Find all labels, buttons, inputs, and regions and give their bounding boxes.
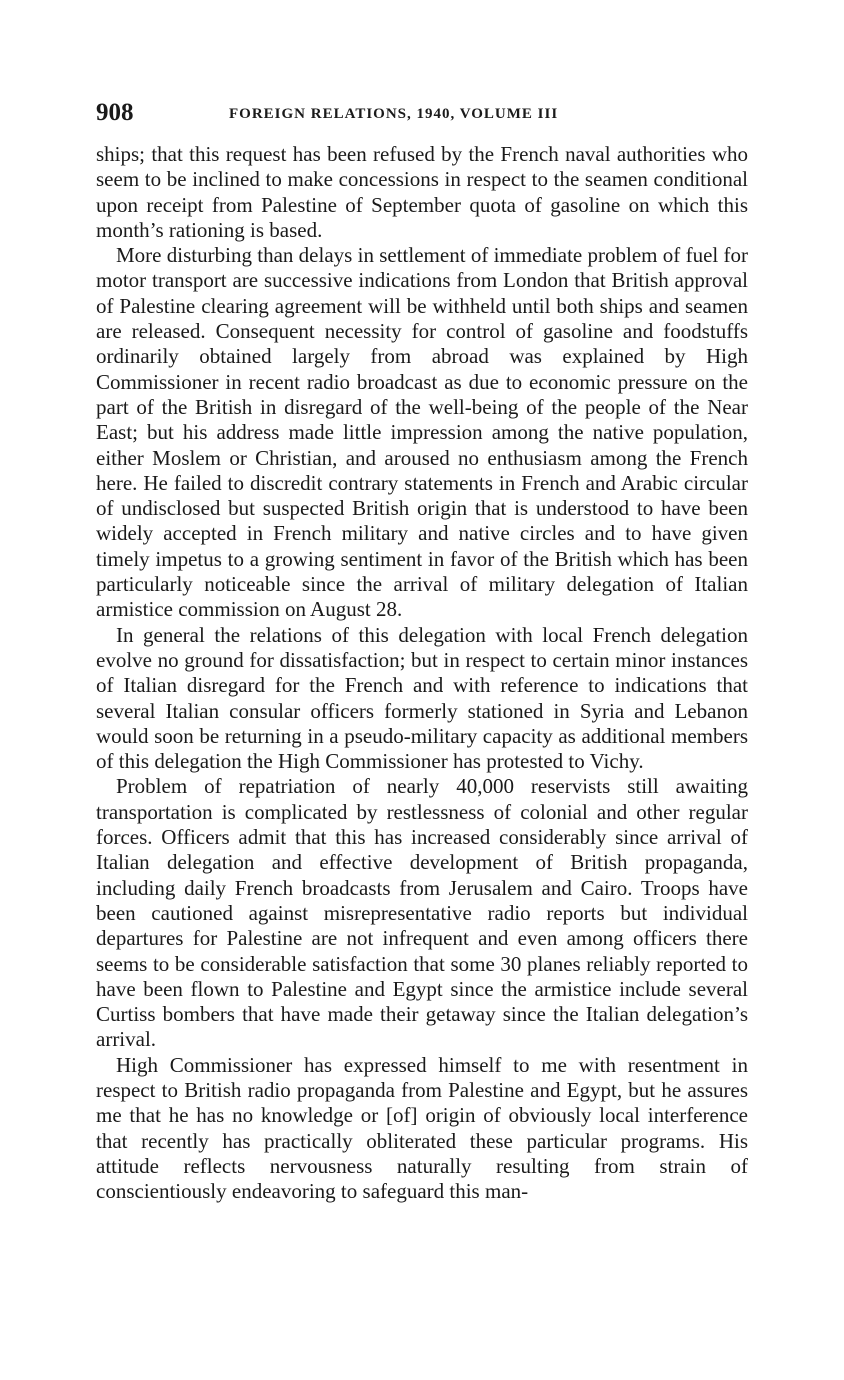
page-number: 908 <box>96 99 134 126</box>
paragraph: Problem of repatriation of nearly 40,000 reservists still awaiting transportation is complicated by restlessness of colonial and other regular forces. Officers admit that this has increased considerably since arrival of Italian delegation and effective development of British propaganda, including daily French broadcasts from Jerusalem and Cairo. Troops have been cautioned against misrepresentative radio reports but individual departures for Palestine are not infrequent and even among officers there seems to be considerable satisfaction that some 30 planes reliably reported to have been flown to Palestine and Egypt since the armistice include several Curtiss bombers that have made their getaway since the Italian delegation’s arrival. <box>96 774 748 1052</box>
paragraph: High Commissioner has expressed himself to me with resentment in respect to British radio propaganda from Palestine and Egypt, but he assures me that he has no knowledge or [of] origin of obviously local interference that recently has practically obliterated these particular programs. His attitude reflects nervousness naturally resulting from strain of conscientiously endeavoring to safeguard this man- <box>96 1052 748 1204</box>
paragraph: In general the relations of this delegation with local French delegation evolve no ground for dissatisfaction; but in respect to certain minor instances of Italian disregard for the French and with reference to indications that several Italian consular officers formerly stationed in Syria and Lebanon would soon be returning in a pseudo-military capacity as additional members of this delegation the High Commissioner has protested to Vichy. <box>96 622 748 774</box>
paragraph-continuation: ships; that this request has been refused by the French naval authorities who seem to be inclined to make concessions in respect to the seamen conditional upon receipt from Palestine of September quota of gasoline on which this month’s rationing is based. <box>96 142 748 242</box>
body-text <box>96 142 748 1204</box>
paragraph: More disturbing than delays in settlement of immediate problem of fuel for motor transport are successive indications from London that British approval of Palestine clearing agreement will be withheld until both ships and seamen are released. Consequent necessity for control of gasoline and foodstuffs ordinarily obtained largely from abroad was explained by High Commissioner in recent radio broadcast as due to economic pressure on the part of the British in disregard of the well-being of the people of the Near East; but his address made little impression among the native population, either Moslem or Christian, and aroused no enthusiasm among the French here. He failed to discredit contrary statements in French and Arabic circular of undisclosed but suspected British origin that is understood to have been widely accepted in French military and native circles and to have given timely impetus to a growing sentiment in favor of the British which has been particularly noticeable since the arrival of military delegation of Italian armistice commission on August 28. <box>96 243 748 622</box>
document-page <box>96 98 748 1204</box>
running-head <box>96 98 748 128</box>
running-head-title: FOREIGN RELATIONS, 1940, VOLUME III <box>229 106 559 122</box>
